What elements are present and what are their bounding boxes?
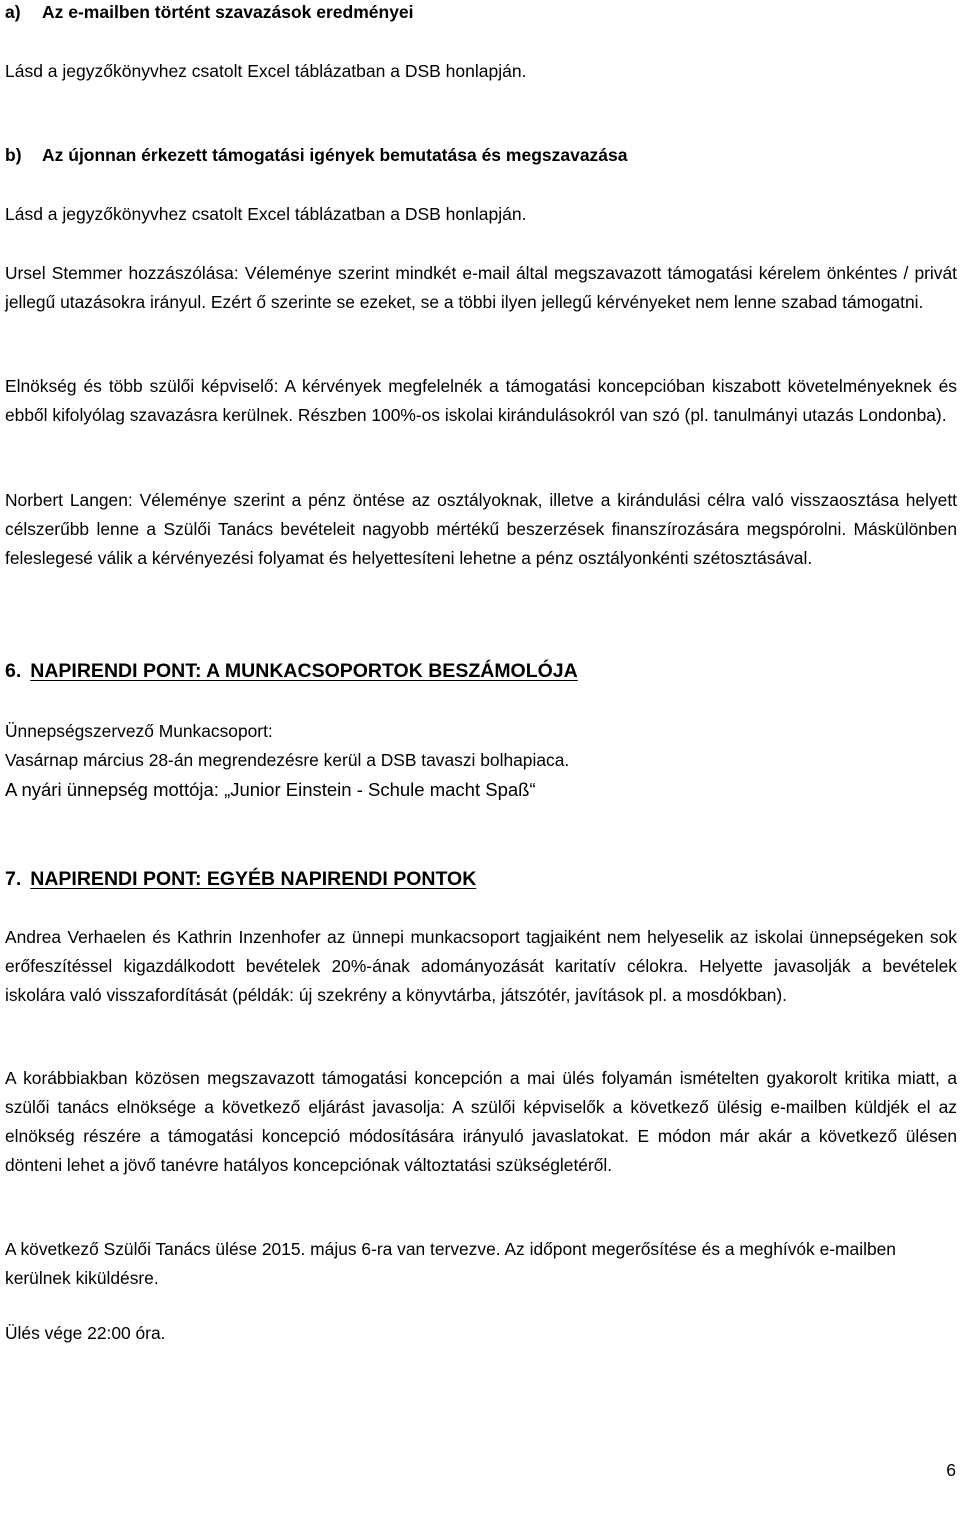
paragraph-elnokseg: Elnökség és több szülői képviselő: A kérvények megfelelnék a támogatási koncepcióban kiszabott követelményeknek és ebből kifolyólag szavazásra kerülnek. Részben 100%-os iskolai kirándulásokról van szó (pl. tanulmányi utazás Londonba). [5, 376, 957, 425]
section-7-number: 7. [5, 868, 22, 890]
section-7-title: NAPIRENDI PONT: EGYÉB NAPIRENDI PONTOK [30, 868, 477, 890]
section-6-number: 6. [5, 660, 22, 682]
section-b-title: Az újonnan érkezett támogatási igények bemutatása és megszavazása [42, 145, 628, 165]
section-b-text: Lásd a jegyzőkönyvhez csatolt Excel táblázatban a DSB honlapján. [5, 204, 527, 224]
section-a-heading [5, 1, 414, 23]
paragraph-kovetkezo-ules: A következő Szülői Tanács ülése 2015. május 6-ra van tervezve. Az időpont megerősítése és a meghívók e-mailben kerülnek kiküldésre. [5, 1239, 896, 1288]
section-6-group: Ünnepségszervező Munkacsoport: [5, 721, 273, 741]
section-b-label: b) [5, 145, 22, 165]
section-6-heading [5, 658, 578, 684]
section-b-heading [5, 144, 628, 166]
section-a-title: Az e-mailben történt szavazások eredményei [42, 2, 414, 22]
section-6-title: NAPIRENDI PONT: A MUNKACSOPORTOK BESZÁMOLÓJA [30, 660, 578, 682]
paragraph-stemmer: Ursel Stemmer hozzászólása: Véleménye szerint mindkét e-mail által megszavazott támogatási kérelem önkéntes / privát jellegű utazásokra irányul. Ezért ő szerinte se ezeket, se a többi ilyen jellegű kérvényeket nem lenne szabad támogatni. [5, 263, 957, 312]
section-a-label: a) [5, 2, 21, 22]
page-number: 6 [946, 1460, 956, 1480]
paragraph-langen: Norbert Langen: Véleménye szerint a pénz öntése az osztályoknak, illetve a kirándulási célra való visszaosztása helyett célszerűbb lenne a Szülői Tanács bevételeit nagyobb mértékű beszerzések finanszírozására megspórolni. Máskülönben feleslegesé válik a kérvényezési folyamat és helyettesíteni lehetne a pénz osztályonkénti szétosztásával. [5, 490, 957, 568]
paragraph-koncepcio: A korábbiakban közösen megszavazott támogatási koncepción a mai ülés folyamán ismételten gyakorolt kritika miatt, a szülői tanács elnöksége a következő eljárást javasolja: A szülői képviselők a következő ülésig e-mailben küldjék el az elnökség részére a támogatási koncepció módosítására irányuló javaslatokat. E módon már akár a következő ülésen dönteni lehet a jövő tanévre hatályos koncepciónak változtatási szükségletéről. [5, 1068, 957, 1175]
paragraph-ules-vege: Ülés vége 22:00 óra. [5, 1323, 166, 1343]
motto-value: „Junior Einstein - Schule macht Spaß“ [224, 779, 536, 800]
section-6-line: Vasárnap március 28-án megrendezésre kerül a DSB tavaszi bolhapiaca. [5, 750, 570, 770]
section-7-heading [5, 866, 476, 892]
section-6-motto [5, 777, 536, 803]
section-a-text: Lásd a jegyzőkönyvhez csatolt Excel táblázatban a DSB honlapján. [5, 61, 527, 81]
motto-label: A nyári ünnepség mottója: [5, 779, 219, 800]
paragraph-verhaelen: Andrea Verhaelen és Kathrin Inzenhofer az ünnepi munkacsoport tagjaiként nem helyeselik az iskolai ünnepségeken sok erőfeszítéssel kigazdálkodott bevételek 20%-ának adományozását karitatív célokra. Helyette javasolják a bevételek iskolára való visszafordítását (példák: új szekrény a könyvtárba, játszótér, javítások pl. a mosdókban). [5, 927, 957, 1005]
